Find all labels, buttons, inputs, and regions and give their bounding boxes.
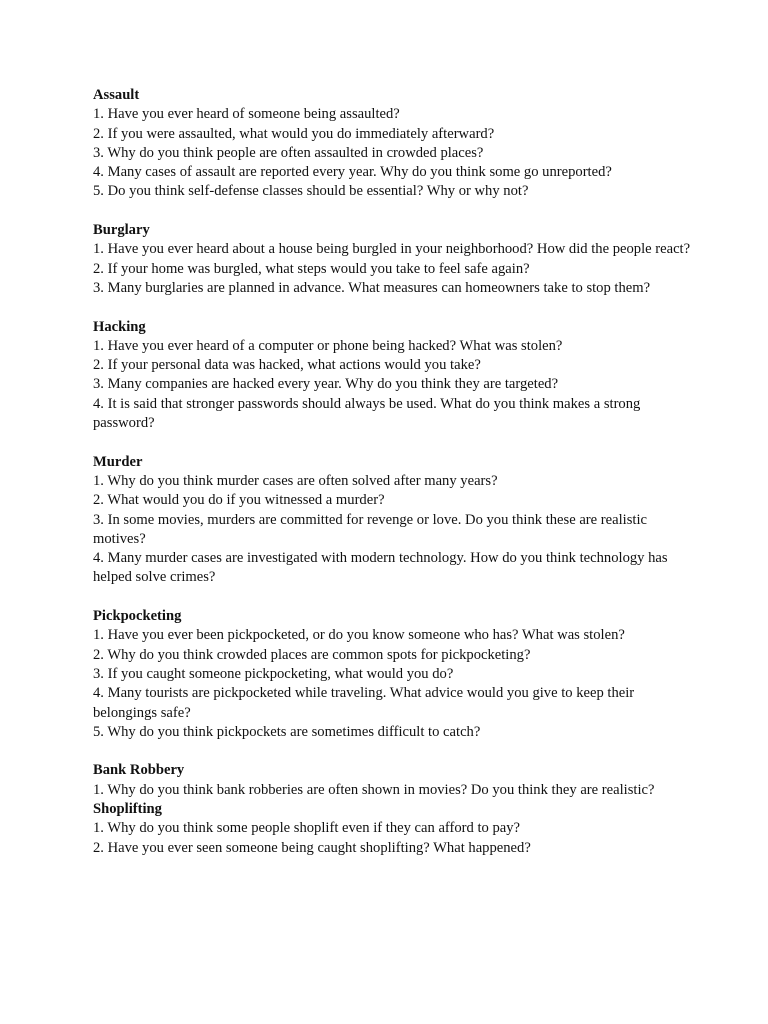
question-item: 1. Have you ever heard of someone being assaulted? <box>93 106 400 123</box>
question-item: 2. What would you do if you witnessed a murder? <box>93 492 385 509</box>
section-burglary <box>93 221 693 298</box>
question-item: 1. Have you ever been pickpocketed, or do you know someone who has? What was stolen? <box>93 627 625 644</box>
question-item: 2. Have you ever seen someone being caught shoplifting? What happened? <box>93 839 531 856</box>
question-item: 2. If you were assaulted, what would you do immediately afterward? <box>93 125 495 142</box>
document-page <box>93 86 693 858</box>
section-heading: Bank Robbery <box>93 762 185 779</box>
question-item: 2. If your personal data was hacked, what actions would you take? <box>93 357 481 374</box>
question-item: 2. If your home was burgled, what steps would you take to feel safe again? <box>93 260 530 277</box>
question-item: 3. Many companies are hacked every year. Why do you think they are targeted? <box>93 376 559 393</box>
section-heading: Hacking <box>93 318 146 335</box>
question-item: 1. Why do you think murder cases are often solved after many years? <box>93 472 498 489</box>
section-bank-robbery <box>93 761 693 800</box>
question-item: 4. Many tourists are pickpocketed while traveling. What advice would you give to keep their belongings safe? <box>93 685 635 721</box>
question-item: 4. Many murder cases are investigated with modern technology. How do you think technology has helped solve crimes? <box>93 550 668 586</box>
section-heading: Assault <box>93 87 140 103</box>
question-item: 2. Why do you think crowded places are common spots for pickpocketing? <box>93 646 531 663</box>
question-item: 1. Why do you think some people shoplift even if they can afford to pay? <box>93 820 521 837</box>
section-heading: Burglary <box>93 222 150 239</box>
section-pickpocketing <box>93 607 693 742</box>
section-heading: Shoplifting <box>93 800 162 817</box>
section-assault <box>93 86 693 202</box>
question-item: 3. Why do you think people are often assaulted in crowded places? <box>93 144 484 161</box>
section-hacking <box>93 318 693 434</box>
section-heading: Pickpocketing <box>93 608 182 625</box>
question-item: 1. Why do you think bank robberies are often shown in movies? Do you think they are realistic? <box>93 781 655 798</box>
question-item: 5. Why do you think pickpockets are sometimes difficult to catch? <box>93 723 481 740</box>
question-item: 1. Have you ever heard about a house being burgled in your neighborhood? How did the people react? <box>93 241 691 258</box>
section-heading: Murder <box>93 453 143 470</box>
question-item: 4. Many cases of assault are reported every year. Why do you think some go unreported? <box>93 164 612 181</box>
question-item: 1. Have you ever heard of a computer or phone being hacked? What was stolen? <box>93 337 563 354</box>
question-item: 5. Do you think self-defense classes should be essential? Why or why not? <box>93 183 529 200</box>
question-item: 3. In some movies, murders are committed for revenge or love. Do you think these are realistic motives? <box>93 511 647 547</box>
section-murder <box>93 453 693 588</box>
section-shoplifting <box>93 800 693 858</box>
question-item: 3. If you caught someone pickpocketing, what would you do? <box>93 665 454 682</box>
question-item: 4. It is said that stronger passwords should always be used. What do you think makes a strong password? <box>93 395 641 432</box>
question-item: 3. Many burglaries are planned in advance. What measures can homeowners take to stop them? <box>93 279 651 296</box>
